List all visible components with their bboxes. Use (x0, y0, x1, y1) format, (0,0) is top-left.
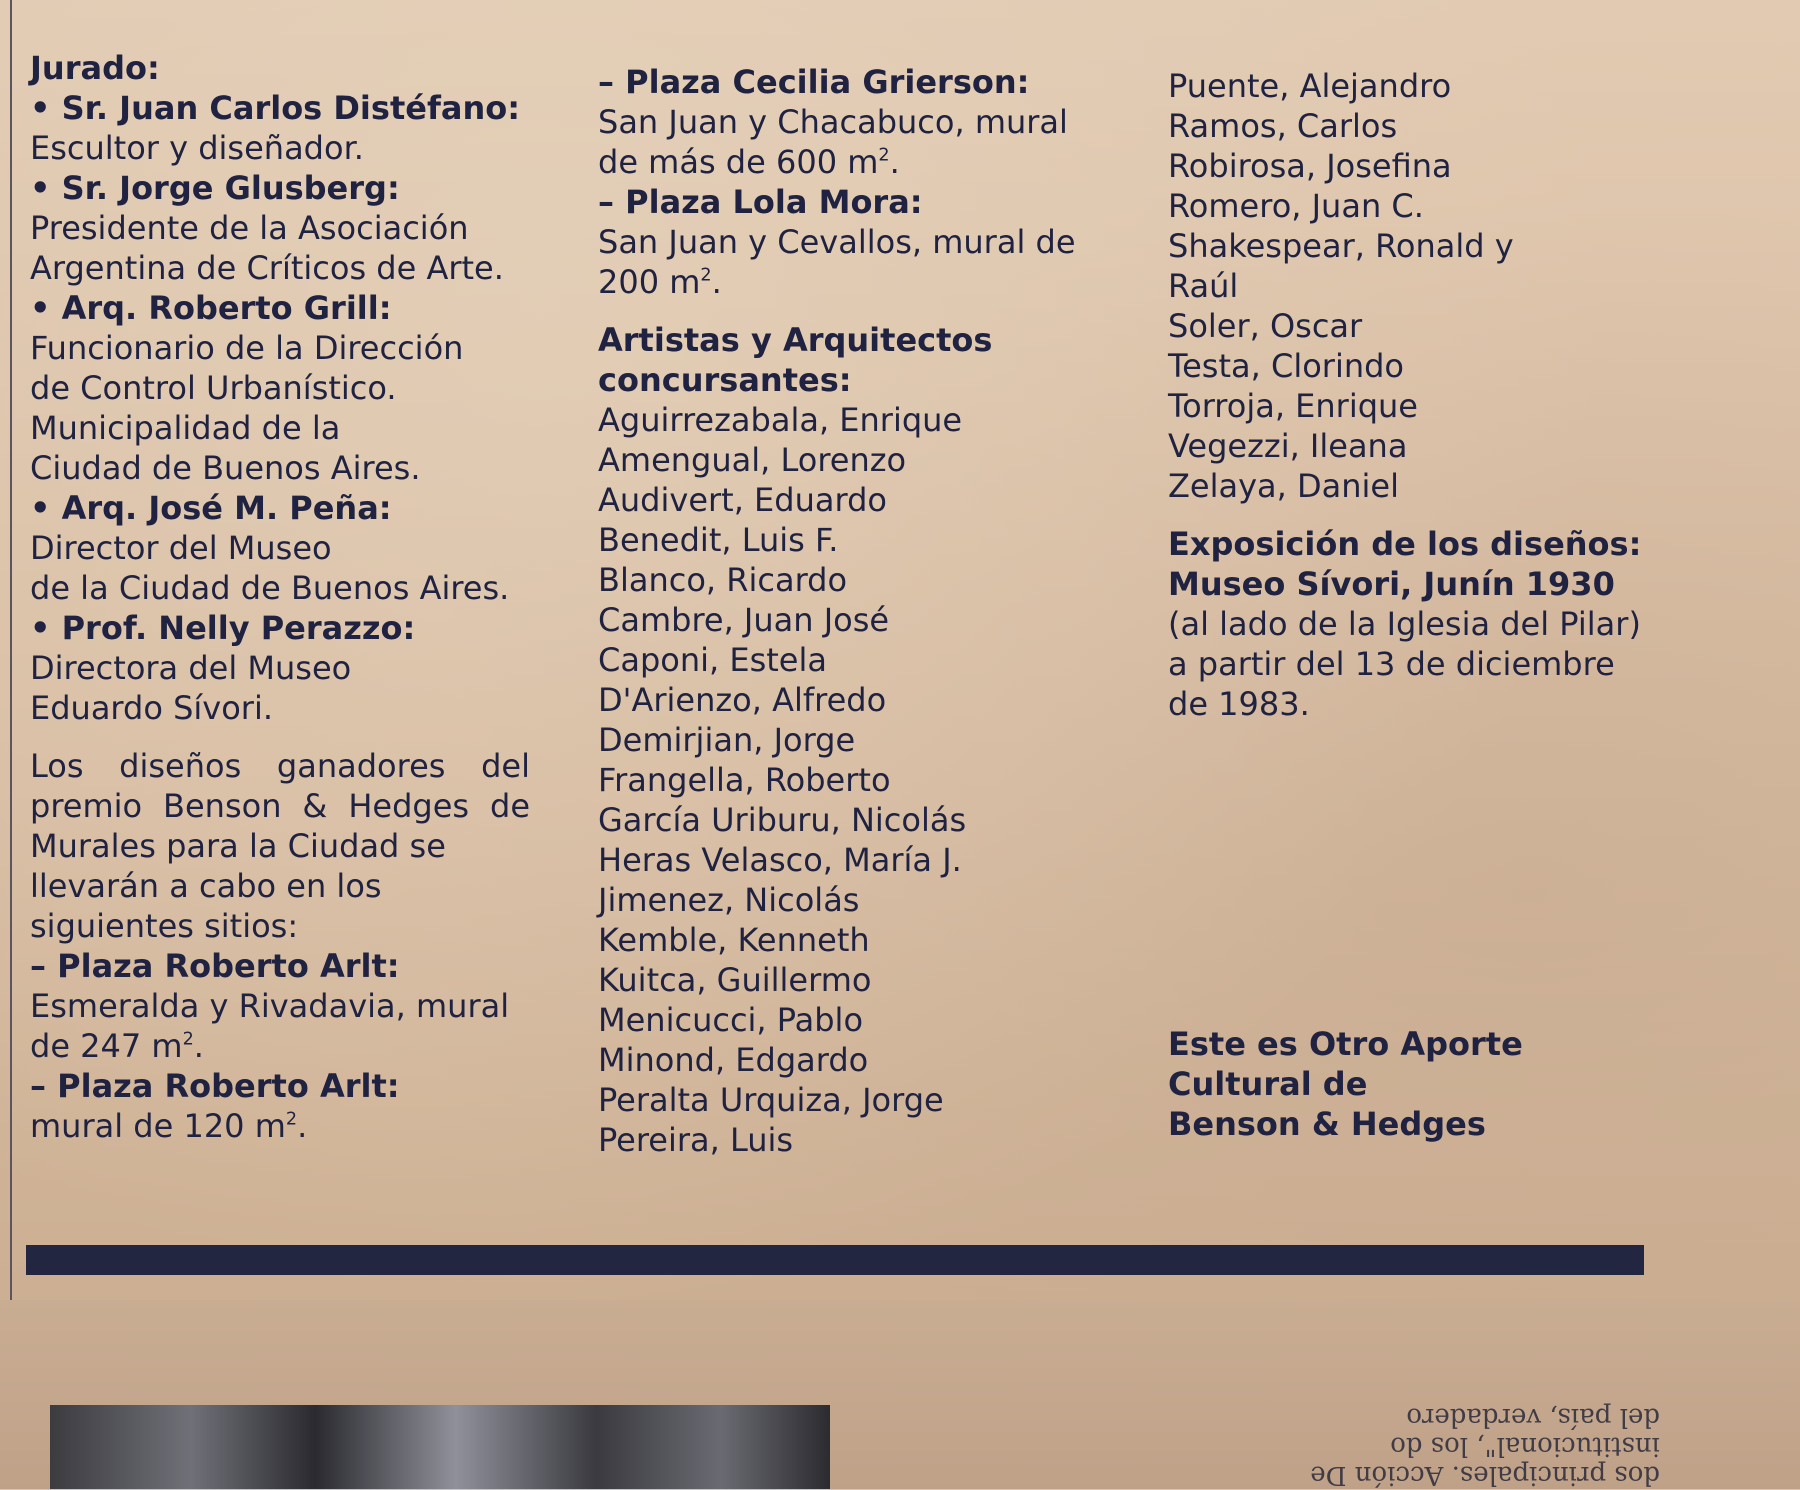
jury-member-desc: Funcionario de la Dirección (30, 329, 464, 367)
artist-name: Amengual, Lorenzo (598, 441, 907, 479)
artist-name: Vegezzi, Ileana (1168, 427, 1408, 465)
exhibition-text: (al lado de la Iglesia del Pilar) (1168, 605, 1641, 643)
artists-list (1168, 66, 1728, 506)
site-name: – Plaza Cecilia Grierson: (598, 63, 1030, 101)
artist-name: Kuitca, Guillermo (598, 961, 872, 999)
photo-fragment (50, 1405, 830, 1489)
site-area: mural de 120 $m^2$. (30, 1107, 308, 1145)
jury-member-name: • Prof. Nelly Perazzo: (30, 609, 416, 647)
column-jury (30, 48, 530, 1146)
artist-name: Frangella, Roberto (598, 761, 891, 799)
artist-name: Aguirrezabala, Enrique (598, 401, 963, 439)
artist-name: García Uriburu, Nicolás (598, 801, 967, 839)
artist-name: Testa, Clorindo (1168, 347, 1404, 385)
jury-member-name: • Arq. José M. Peña: (30, 489, 392, 527)
jury-member-desc: Argentina de Críticos de Arte. (30, 249, 504, 287)
column-sites-artists (598, 62, 1118, 1160)
jury-member-desc: Eduardo Sívori. (30, 689, 274, 727)
column-artists-exhibition (1168, 66, 1728, 1144)
artist-name: Torroja, Enrique (1168, 387, 1418, 425)
sponsor-footer: Benson & Hedges (1168, 1105, 1486, 1143)
artist-name: Blanco, Ricardo (598, 561, 848, 599)
bottom-rule-bar (26, 1245, 1644, 1275)
artist-name: Shakespear, Ronald y (1168, 227, 1514, 265)
jury-member-name: • Sr. Jorge Glusberg: (30, 169, 400, 207)
artist-name: Menicucci, Pablo (598, 1001, 864, 1039)
artist-name: Cambre, Juan José (598, 601, 890, 639)
jury-member-desc: Directora del Museo (30, 649, 352, 687)
exhibition-text: a partir del 13 de diciembre (1168, 645, 1615, 683)
intro-line: siguientes sitios: (30, 907, 299, 945)
jury-member-desc: Director del Museo (30, 529, 332, 567)
jury-heading: Jurado: (30, 49, 160, 87)
artist-name: Kemble, Kenneth (598, 921, 870, 959)
site-area: de más de 600 $m^2$. (598, 143, 900, 181)
jury-member-desc: Ciudad de Buenos Aires. (30, 449, 421, 487)
artist-name: Ramos, Carlos (1168, 107, 1398, 145)
artists-heading: Artistas y Arquitectos (598, 321, 993, 359)
site-area: 200 $m^2$. (598, 263, 722, 301)
site-area: de 247 $m^2$. (30, 1027, 204, 1065)
sponsor-footer: Este es Otro Aporte (1168, 1025, 1523, 1063)
jury-member-desc: de Control Urbanístico. (30, 369, 397, 407)
artist-name: Peralta Urquiza, Jorge (598, 1081, 944, 1119)
jury-member-desc: Escultor y diseñador. (30, 129, 364, 167)
site-name: – Plaza Roberto Arlt: (30, 947, 400, 985)
artist-name: Heras Velasco, María J. (598, 841, 962, 879)
jury-member-name: • Arq. Roberto Grill: (30, 289, 392, 327)
intro-line: Los diseños ganadores del (30, 747, 530, 785)
artists-list (598, 400, 1118, 1160)
artist-name: Romero, Juan C. (1168, 187, 1424, 225)
site-text: Esmeralda y Rivadavia, mural (30, 987, 510, 1025)
sponsor-footer: Cultural de (1168, 1065, 1368, 1103)
exhibition-text: de 1983. (1168, 685, 1310, 723)
site-name: – Plaza Lola Mora: (598, 183, 923, 221)
artist-name: Soler, Oscar (1168, 307, 1363, 345)
site-text: San Juan y Cevallos, mural de (598, 223, 1076, 261)
artist-name: Raúl (1168, 267, 1239, 305)
bleed-through-text: dos principales. Acción De institucional", los do del país, verdadero (1310, 1402, 1660, 1490)
artists-heading: concursantes: (598, 361, 852, 399)
artist-name: Pereira, Luis (598, 1121, 794, 1159)
exhibition-heading: Museo Sívori, Junín 1930 (1168, 565, 1615, 603)
jury-member-desc: Presidente de la Asociación (30, 209, 469, 247)
jury-member-desc: Municipalidad de la (30, 409, 341, 447)
artist-name: Minond, Edgardo (598, 1041, 869, 1079)
site-name: – Plaza Roberto Arlt: (30, 1067, 400, 1105)
intro-line: premio Benson & Hedges de (30, 787, 530, 825)
jury-member-desc: de la Ciudad de Buenos Aires. (30, 569, 510, 607)
artist-name: Caponi, Estela (598, 641, 827, 679)
site-text: San Juan y Chacabuco, mural (598, 103, 1068, 141)
intro-line: llevarán a cabo en los (30, 867, 382, 905)
exhibition-heading: Exposición de los diseños: (1168, 525, 1642, 563)
artist-name: Zelaya, Daniel (1168, 467, 1399, 505)
artist-name: Robirosa, Josefina (1168, 147, 1452, 185)
artist-name: Audivert, Eduardo (598, 481, 887, 519)
artist-name: Demirjian, Jorge (598, 721, 856, 759)
artist-name: Jimenez, Nicolás (598, 881, 860, 919)
artist-name: Benedit, Luis F. (598, 521, 839, 559)
artist-name: Puente, Alejandro (1168, 67, 1452, 105)
artist-name: D'Arienzo, Alfredo (598, 681, 887, 719)
intro-line: Murales para la Ciudad se (30, 827, 446, 865)
column-rule (10, 0, 12, 1390)
jury-member-name: • Sr. Juan Carlos Distéfano: (30, 89, 521, 127)
